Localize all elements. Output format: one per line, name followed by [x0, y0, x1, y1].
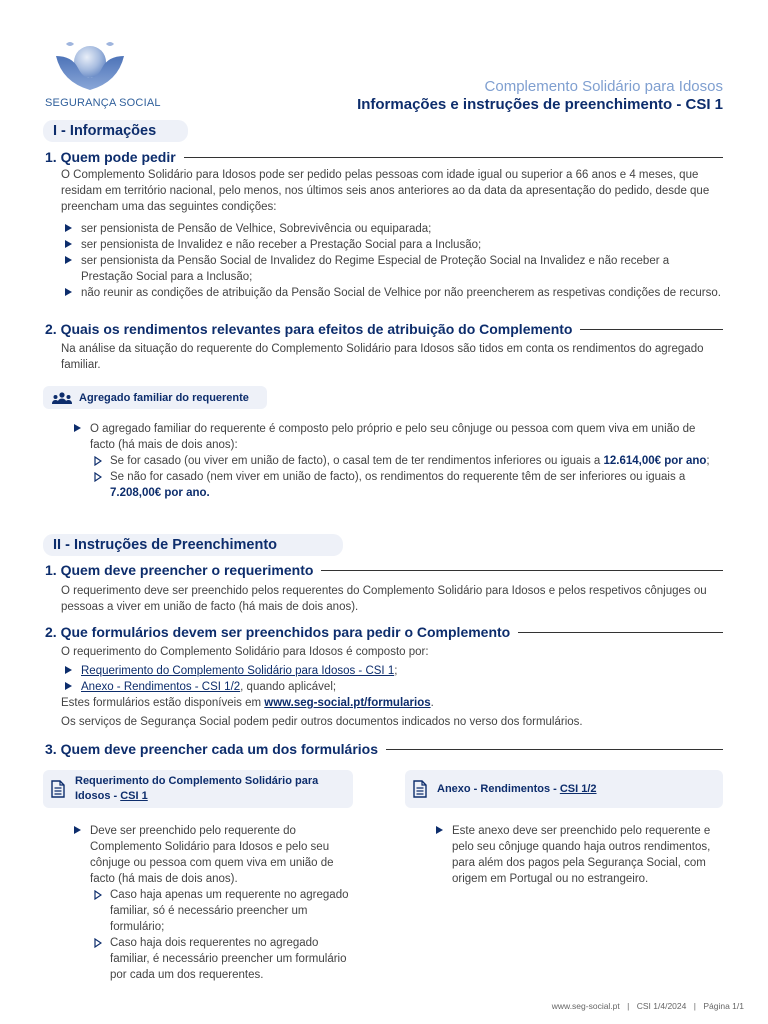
document-subtitle: Complemento Solidário para Idosos: [484, 78, 723, 95]
sub-item-text: Se for casado (ou viver em união de facto), o casal tem de ter rendimentos inferiores ou iguais a: [110, 455, 604, 467]
heading-text: 2. Quais os rendimentos relevantes para efeitos de atribuição do Complemento: [45, 321, 573, 337]
link-requerimento-csi1[interactable]: Requerimento do Complemento Solidário para Idosos - CSI 1: [81, 665, 395, 677]
heading-que-formularios: [45, 624, 723, 640]
section-2-title: [43, 534, 343, 556]
sub-list: [90, 887, 360, 983]
triangle-bullet-icon: [65, 240, 72, 248]
triangle-bullet-icon: [74, 424, 81, 432]
footer-site: www.seg-social.pt: [551, 1001, 620, 1011]
tag-text: Agregado familiar do requerente: [79, 391, 249, 404]
paragraph-outros-documentos: Os serviços de Segurança Social podem pedir outros documentos indicados no verso dos formulários.: [61, 716, 583, 728]
footer: [552, 1001, 744, 1011]
logo: [52, 38, 128, 94]
card-anexo-list: [432, 823, 714, 887]
footer-separator: |: [693, 1001, 696, 1011]
link-csi12[interactable]: CSI 1/2: [559, 783, 597, 795]
sub-item-end: ;: [706, 455, 710, 467]
sub-list-item: [90, 469, 723, 501]
link-anexo-csi12[interactable]: Anexo - Rendimentos - CSI 1/2: [81, 681, 241, 693]
section-1-title: [43, 120, 188, 142]
tag-agregado-familiar: [43, 386, 267, 409]
section-2-title-text: II - Instruções de Preenchimento: [53, 537, 277, 553]
heading-cada-formulario: [45, 741, 723, 757]
footer-page: Página 1/1: [703, 1001, 744, 1011]
heading-rendimentos-relevantes: [45, 321, 723, 337]
sub-item-text: Caso haja dois requerentes no agregado familiar, é necessário preencher um formulário por cada um dos requerentes.: [110, 937, 347, 981]
heading-text: 3. Quem deve preencher cada um dos formulários: [45, 741, 378, 757]
paragraph-quem-deve-preencher: O requerimento deve ser preenchido pelos requerentes do Complemento Solidário para Idosos e pelos respetivos cônjuges ou pessoas a viver em união de facto (há mais de dois anos).: [61, 585, 707, 613]
formularios-list: [61, 663, 723, 695]
amount-casal: 12.614,00€ por ano: [603, 455, 707, 467]
list-item: [61, 285, 723, 301]
triangle-bullet-icon: [65, 666, 72, 674]
list-item: [70, 421, 723, 501]
heading-text: 1. Quem deve preencher o requerimento: [45, 562, 314, 578]
list-item: [70, 823, 360, 983]
sub-list-item: [90, 453, 723, 469]
conditions-list: [61, 221, 723, 301]
triangle-bullet-icon: [436, 826, 443, 834]
list-item-text: O agregado familiar do requerente é composto pelo próprio e pelo seu cônjuge ou pessoa com quem viva em união de facto (há mais de dois anos):: [90, 423, 696, 451]
outline-triangle-bullet-icon: [94, 890, 102, 900]
list-item-text: não reunir as condições de atribuição da Pensão Social de Velhice por não preencherem as respetivas condições de recurso.: [81, 287, 721, 299]
card-title-text: Requerimento do Complemento Solidário para Idosos -: [75, 775, 319, 802]
triangle-bullet-icon: [65, 288, 72, 296]
paragraph-formularios-intro: O requerimento do Complemento Solidário para Idosos é composto por:: [61, 646, 429, 658]
list-item-end: ;: [394, 665, 398, 677]
paragraph-rendimentos: Na análise da situação do requerente do Complemento Solidário para Idosos são tidos em conta os rendimentos do agregado familiar.: [61, 343, 704, 371]
paragraph-quem-pode-pedir: O Complemento Solidário para Idosos pode ser pedido pelas pessoas com idade igual ou superior a 66 anos e 4 meses, que residam em território nacional, pelo menos, nos últimos seis anos anteriores ao da data da apresentação do pedido, desde que preencham uma das seguintes condições:: [61, 169, 710, 213]
card-anexo-title: [437, 783, 597, 795]
list-item-text: ser pensionista de Invalidez e não receber a Prestação Social para a Inclusão;: [81, 239, 482, 251]
amount-individual: 7.208,00€ por ano.: [110, 487, 210, 499]
outline-triangle-bullet-icon: [94, 938, 102, 948]
list-item: [61, 679, 723, 695]
paragraph-disponiveis: [61, 695, 723, 711]
footer-code: CSI 1/4/2024: [636, 1001, 687, 1011]
document-icon: [51, 780, 65, 798]
sub-list-item: [90, 887, 360, 935]
heading-text: 1. Quem pode pedir: [45, 149, 176, 165]
list-item-text: ser pensionista da Pensão Social de Invalidez do Regime Especial de Proteção Social na Invalidez e não receber a Prestação Social para a Inclusão;: [81, 255, 670, 283]
list-item: [61, 237, 723, 253]
list-item: [61, 253, 723, 285]
card-requerimento-title: [75, 774, 345, 804]
heading-text: 2. Que formulários devem ser preenchidos para pedir o Complemento: [45, 624, 511, 640]
section-1-title-text: I - Informações: [53, 123, 157, 139]
list-item: [61, 663, 723, 679]
card-requerimento-list: [70, 823, 360, 983]
heading-quem-pode-pedir: [45, 149, 723, 165]
seguranca-social-logo: [52, 38, 128, 94]
available-text: Estes formulários estão disponíveis em: [61, 697, 265, 709]
sub-list-item: [90, 935, 360, 983]
heading-quem-deve-preencher: [45, 562, 723, 578]
footer-separator: |: [627, 1001, 630, 1011]
card-anexo-header: [405, 770, 723, 808]
list-item-text: Deve ser preenchido pelo requerente do Complemento Solidário para Idosos e pelo seu cônjuge ou pessoa com quem viva em união de facto (há mais de dois anos).: [90, 825, 334, 885]
card-requerimento-header: [43, 770, 353, 808]
list-item: [432, 823, 714, 887]
link-csi1[interactable]: CSI 1: [120, 790, 148, 802]
outline-triangle-bullet-icon: [94, 472, 102, 482]
list-item: [61, 221, 723, 237]
triangle-bullet-icon: [65, 224, 72, 232]
triangle-bullet-icon: [74, 826, 81, 834]
sub-list: [90, 453, 723, 501]
link-formularios[interactable]: www.seg-social.pt/formularios: [264, 697, 431, 709]
card-title-text: Anexo - Rendimentos -: [437, 783, 560, 795]
sub-item-text: Se não for casado (nem viver em união de facto), os rendimentos do requerente têm de ser inferiores ou iguais a: [110, 471, 686, 483]
list-item-end: , quando aplicável;: [240, 681, 337, 693]
agregado-list: [70, 421, 723, 501]
triangle-bullet-icon: [65, 256, 72, 264]
outline-triangle-bullet-icon: [94, 456, 102, 466]
sub-item-text: Caso haja apenas um requerente no agregado familiar, só é necessário preencher um formulário;: [110, 889, 349, 933]
people-icon: [51, 391, 73, 405]
triangle-bullet-icon: [65, 682, 72, 690]
document-title: Informações e instruções de preenchimento - CSI 1: [357, 96, 723, 113]
list-item-text: ser pensionista de Pensão de Velhice, Sobrevivência ou equiparada;: [81, 223, 432, 235]
document-icon: [413, 780, 427, 798]
list-item-text: Este anexo deve ser preenchido pelo requerente e pelo seu cônjuge quando haja outros rendimentos, para além dos pagos pela Segurança Social, com origem em Portugal ou no estrangeiro.: [452, 825, 711, 885]
available-end: .: [430, 697, 434, 709]
logo-text: SEGURANÇA SOCIAL: [45, 97, 161, 109]
